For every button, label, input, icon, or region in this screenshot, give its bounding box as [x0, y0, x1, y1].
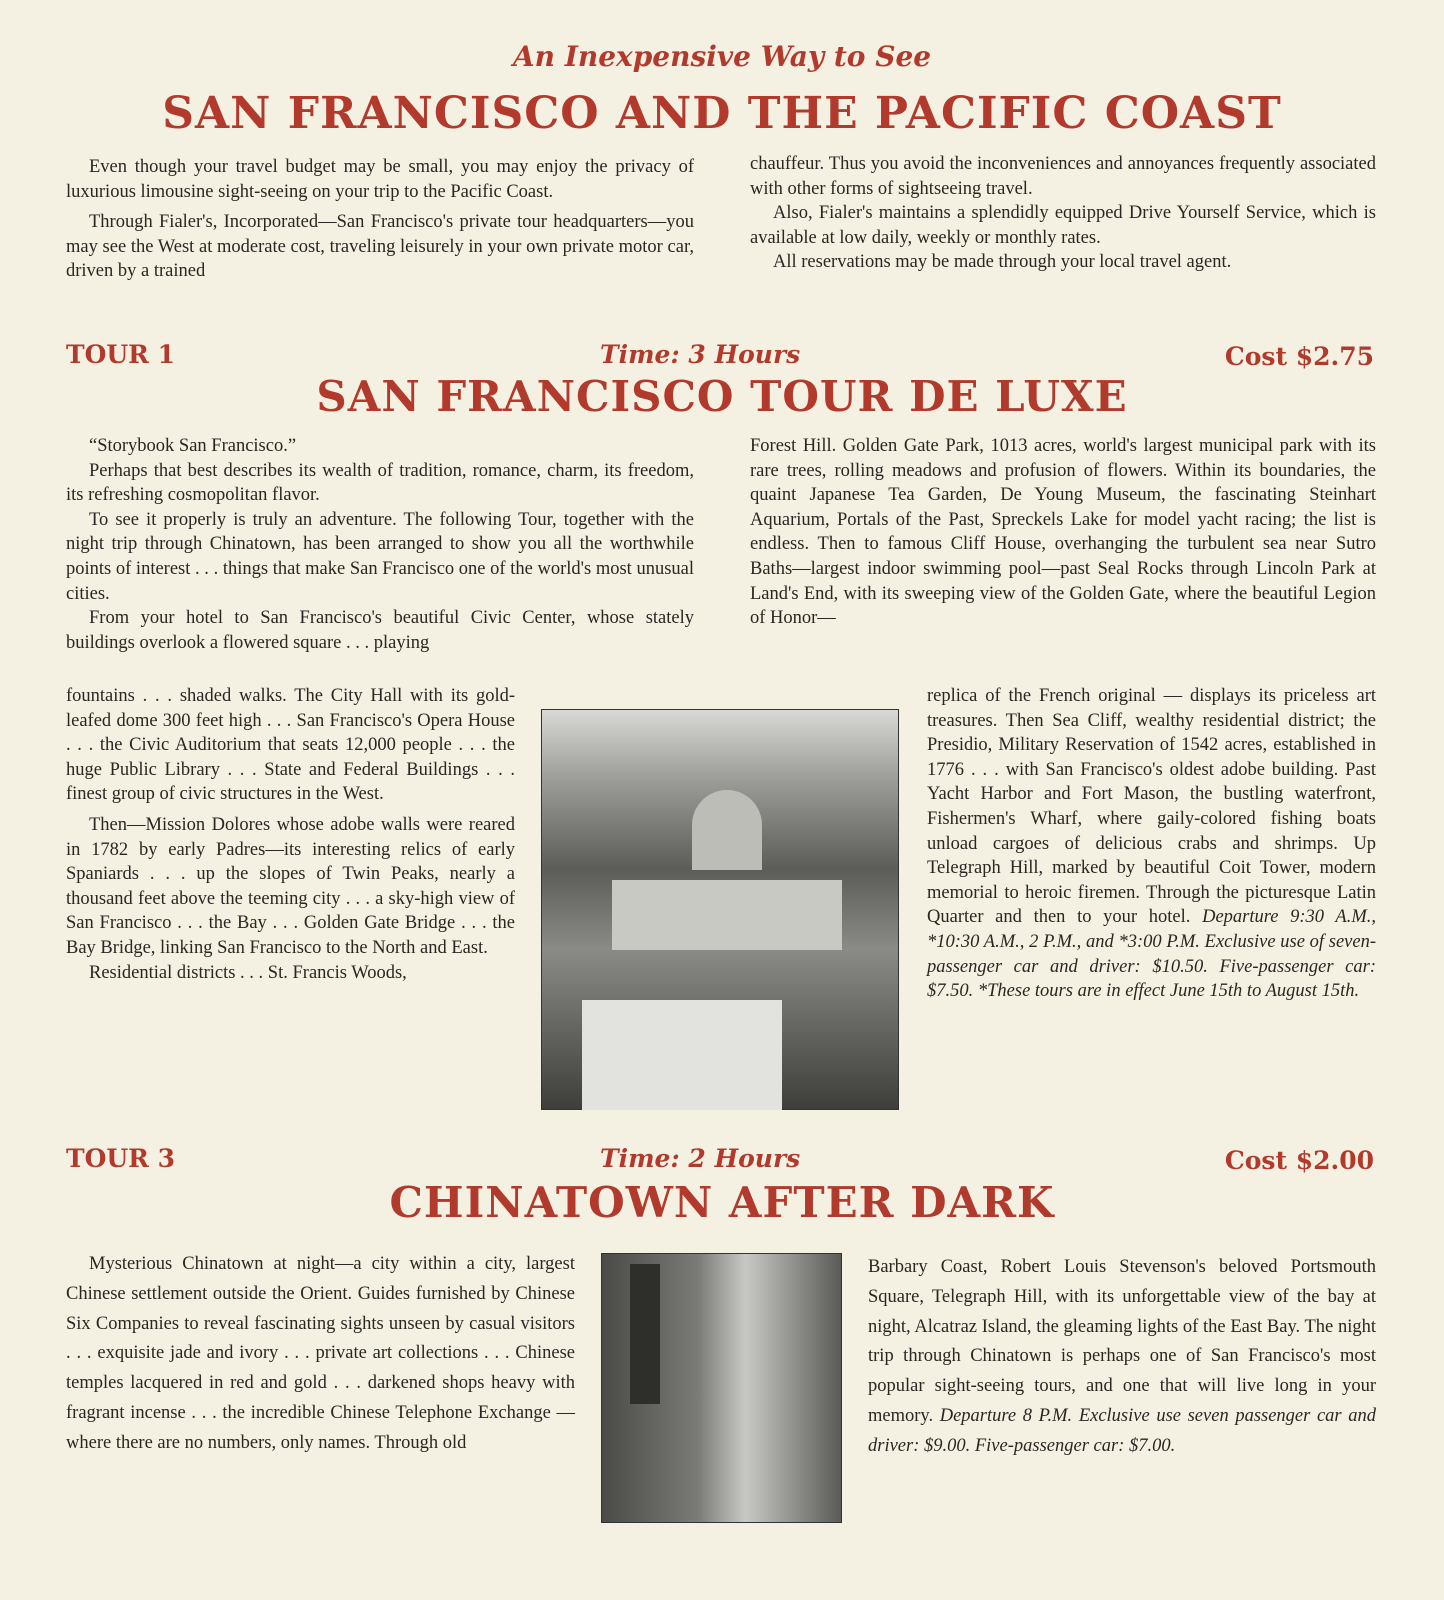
tour1-label: TOUR 1 [66, 340, 176, 369]
paragraph: Perhaps that best describes its wealth of tradition, romance, charm, its freedom, its refreshing cosmopolitan flavor. [66, 460, 694, 506]
tour1-right-top [750, 434, 1376, 631]
paragraph: Barbary Coast, Robert Louis Stevenson's beloved Portsmouth Square, Telegraph Hill, with its unforgettable view of the bay at night, Alcatraz Island, the gleaming lights of the East Bay. The night trip through Chinatown is perhaps one of San Francisco's most popular sight-seeing tours, and one that will live long in your memory. [868, 1257, 1376, 1426]
paragraph: “Storybook San Francisco.” [89, 436, 297, 456]
paragraph: fountains . . . shaded walks. The City Hall with its gold-leafed dome 300 feet high . . . San Francisco's Opera House . . . the Civic Auditorium that seats 12,000 people . . . the huge Public Library . . . State and Federal Buildings . . . finest group of civic structures in the West. [66, 686, 515, 805]
paragraph: Then—Mission Dolores whose adobe walls were reared in 1782 by early Padres—its interesting relics of early Spaniards . . . up the slopes of Twin Peaks, nearly a thousand feet above the teeming city . . . a sky-high view of San Francisco . . . the Bay . . . Golden Gate Bridge . . . the Bay Bridge, linking San Francisco to the North and East. [66, 814, 515, 958]
paragraph: Also, Fialer's maintains a splendidly equipped Drive Yourself Service, which is available at low daily, weekly or monthly rates. [750, 203, 1376, 248]
civic-center-photo [541, 709, 899, 1110]
paragraph: Forest Hill. Golden Gate Park, 1013 acres, world's largest municipal park with its rare trees, rolling meadows and profusion of flowers. Within its boundaries, the quaint Japanese Tea Garden, De Young Museum, the fascinating Steinhart Aquarium, Portals of the Past, Spreckels Lake for model yacht racing; the list is endless. Then to famous Cliff House, overhanging the turbulent sea near Sutro Baths—largest indoor swimming pool—past Seal Rocks through Lincoln Park at Land's End, with its sweeping view of the Golden Gate, where the beautiful Legion of Honor— [750, 436, 1376, 629]
tour1-title: SAN FRANCISCO TOUR DE LUXE [316, 372, 1128, 421]
paragraph: Mysterious Chinatown at night—a city within a city, largest Chinese settlement outside the Orient. Guides furnished by Chinese Six Companies to reveal fascinating sights unseen by casual visitors . . . exquisite jade and ivory . . . private art collections . . . Chinese temples lacquered in red and gold . . . darkened shops heavy with fragrant incense . . . the incredible Chinese Telephone Exchange — where there are no numbers, only names. Through old [66, 1254, 575, 1453]
paragraph: Even though your travel budget may be small, you may enjoy the privacy of luxurious limousine sight-seeing on your trip to the Pacific Coast. [66, 157, 694, 202]
tour3-cost: Cost $2.00 [1224, 1146, 1374, 1175]
subtitle: An Inexpensive Way to See [512, 40, 932, 73]
tour3-time: Time: 2 Hours [600, 1144, 801, 1173]
paragraph: To see it properly is truly an adventure. The following Tour, together with the night trip through Chinatown, has been arranged to show you all the worthwhile points of interest . . . things that make San Francisco one of the world's most unusual cities. [66, 509, 694, 604]
paragraph: From your hotel to San Francisco's beautiful Civic Center, whose stately buildings overlook a flowered square . . . playing [66, 608, 694, 653]
tour1-cost: Cost $2.75 [1224, 342, 1374, 371]
page-title: SAN FRANCISCO AND THE PACIFIC COAST [162, 88, 1282, 139]
intro-left [66, 155, 694, 284]
tour1-left-top [66, 434, 694, 655]
intro-right [750, 152, 1376, 275]
tour1-left-narrow [66, 684, 515, 985]
paragraph: Through Fialer's, Incorporated—San Francisco's private tour headquarters—you may see the West at moderate cost, traveling leisurely in your own private motor car, driven by a trained [66, 212, 694, 282]
tour1-time: Time: 3 Hours [600, 340, 801, 369]
tour3-label: TOUR 3 [66, 1144, 176, 1173]
chinatown-photo [601, 1253, 842, 1523]
tour3-right [868, 1253, 1376, 1462]
tour3-title: CHINATOWN AFTER DARK [389, 1178, 1055, 1227]
tour3-left [66, 1250, 575, 1459]
departure-info: Departure 9:30 A.M., *10:30 A.M., 2 P.M., and *3:00 P.M. Exclusive use of seven-passenger car and driver: $10.50. Five-passenger car: $7.50. *These tours are in effect June 15th to August 15th. [927, 907, 1376, 1002]
paragraph: replica of the French original — displays its priceless art treasures. Then Sea Cliff, wealthy residential district; the Presidio, Military Reservation of 1542 acres, established in 1776 . . . with San Francisco's oldest adobe building. Past Yacht Harbor and Fort Mason, the bustling waterfront, Fishermen's Wharf, where gaily-colored fishing boats unload cargoes of delicious crabs and shrimps. Up Telegraph Hill, marked by beautiful Coit Tower, modern memorial to heroic firemen. Through the picturesque Latin Quarter and then to your hotel. [927, 686, 1376, 928]
departure-info: Departure 8 P.M. Exclusive use seven passenger car and driver: $9.00. Five-passenger car: $7.00. [868, 1405, 1377, 1456]
tour1-right-narrow [927, 684, 1376, 1004]
paragraph: Residential districts . . . St. Francis Woods, [89, 962, 407, 983]
paragraph: chauffeur. Thus you avoid the inconveniences and annoyances frequently associated with other forms of sightseeing travel. [750, 154, 1376, 199]
paragraph: All reservations may be made through your local travel agent. [773, 252, 1232, 273]
